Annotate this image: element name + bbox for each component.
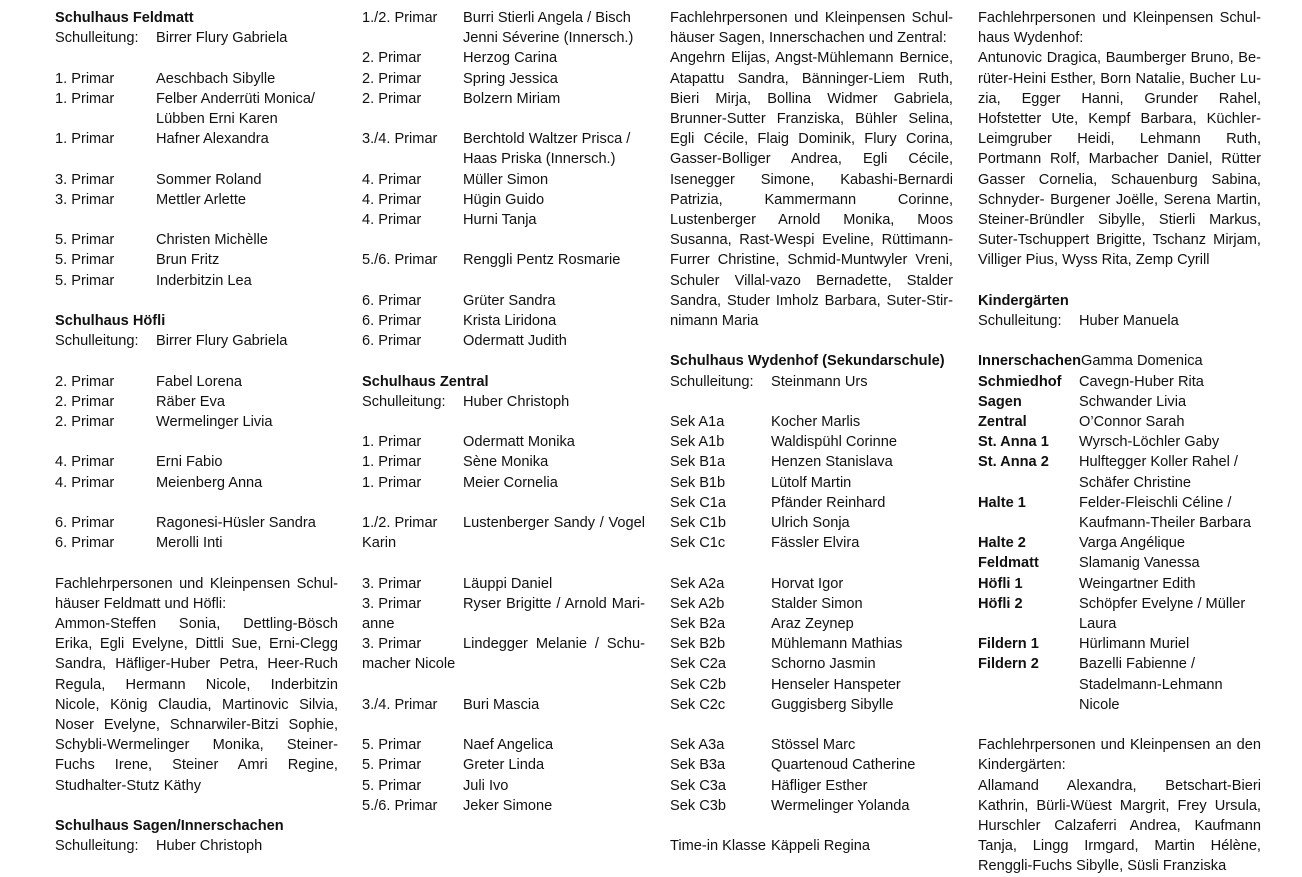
class-teacher-row (362, 776, 645, 796)
text-paragraph: Fachlehrpersonen und Kleinpensen an den Kindergärten: (978, 737, 1261, 774)
class-teacher-row (55, 271, 338, 291)
teacher-name: Meier Cornelia (463, 474, 558, 491)
class-teacher-row (55, 473, 338, 493)
class-teacher-row (55, 513, 338, 533)
kindergarten-label: St. Anna 1 (978, 434, 1049, 451)
teacher-name: Odermatt Judith (463, 333, 567, 350)
teacher-name: Fässler Elvira (771, 535, 860, 552)
class-teacher-row (362, 331, 645, 351)
kindergarten-label: Fildern 1 (978, 636, 1039, 653)
teacher-name: Jeker Simone (463, 797, 553, 814)
class-teacher-row (670, 372, 953, 392)
class-label: Sek C2b (670, 676, 726, 693)
class-teacher-row (55, 412, 338, 432)
class-label: 6. Primar (55, 514, 115, 531)
class-teacher-row (670, 452, 953, 472)
kindergarten-label: Höfli 2 (978, 595, 1023, 612)
teacher-name: Huber Christoph (463, 393, 570, 410)
class-teacher-row (362, 473, 645, 493)
class-label: Sek B2b (670, 636, 726, 653)
class-teacher-row (55, 533, 338, 553)
class-label: 4. Primar (362, 191, 422, 208)
spacer (55, 796, 338, 816)
class-label: 2. Primar (55, 373, 115, 390)
kindergarten-row (978, 634, 1261, 654)
class-teacher-row (55, 89, 338, 129)
class-label: Sek C3b (670, 797, 726, 814)
class-label: 5. Primar (362, 737, 422, 754)
kindergarten-label: St. Anna 2 (978, 454, 1049, 471)
teacher-name: Burri Stierli Angela / Bisch Jenni Séverine (Innersch.) (463, 10, 634, 47)
class-teacher-row (362, 695, 645, 715)
class-label: 5./6. Primar (362, 252, 438, 269)
class-teacher-row (362, 755, 645, 775)
spacer (362, 715, 645, 735)
class-teacher-row (670, 614, 953, 634)
teacher-name: Huber Christoph (156, 838, 263, 855)
teacher-name: Räber Eva (156, 393, 225, 410)
class-label: 4. Primar (362, 212, 422, 229)
section-heading: Schulhaus Zentral (362, 373, 489, 390)
teacher-name: Merolli Inti (156, 535, 223, 552)
teacher-name: Wermelinger Yolanda (771, 797, 910, 814)
teacher-name: Araz Zeynep (771, 616, 854, 633)
class-teacher-row (670, 473, 953, 493)
kindergarten-label: Feldmatt (978, 555, 1039, 572)
class-label: 3. Primar (362, 595, 422, 612)
class-label: 1./2. Primar (362, 514, 438, 531)
class-label: Schulleitung: (55, 30, 139, 47)
teacher-name: Schöpfer Evelyne / Müller Laura (1079, 595, 1246, 633)
class-teacher-row (362, 170, 645, 190)
class-label: Sek C3a (670, 777, 726, 794)
spacer (978, 331, 1261, 351)
teacher-name: Cavegn-Huber Rita (1079, 373, 1204, 390)
class-teacher-row (55, 230, 338, 250)
teacher-name: Inderbitzin Lea (156, 272, 252, 289)
class-label: 3. Primar (362, 575, 422, 592)
kindergarten-row (978, 351, 1261, 371)
class-teacher-row (670, 735, 953, 755)
teacher-name: Wermelinger Livia (156, 413, 273, 430)
text-paragraph: Fachlehrpersonen und Kleinpensen Schulhäuser Sagen, Innerschachen und Zentral: (670, 10, 953, 47)
class-label: 2. Primar (362, 90, 422, 107)
class-teacher-row (362, 392, 645, 412)
class-teacher-row (362, 634, 645, 674)
teacher-name: Varga Angélique (1079, 535, 1186, 552)
teacher-name: Kocher Marlis (771, 414, 861, 431)
kindergarten-label: Innerschachen (978, 353, 1082, 370)
teacher-name: Häfliger Esther (771, 777, 868, 794)
class-label: Sek B3a (670, 757, 726, 774)
spacer (55, 291, 338, 311)
class-label: Sek A1b (670, 434, 725, 451)
class-label: 3. Primar (362, 636, 422, 653)
class-teacher-row (670, 675, 953, 695)
spacer (55, 351, 338, 371)
spacer (55, 210, 338, 230)
kindergarten-row (978, 533, 1261, 553)
class-label: 1. Primar (362, 474, 422, 491)
teacher-name: Guggisberg Sibylle (771, 696, 894, 713)
spacer (362, 412, 645, 432)
teacher-name: Käppeli Regina (771, 838, 870, 855)
class-label: 3. Primar (55, 191, 115, 208)
spacer (362, 109, 645, 129)
teacher-name: Hafner Alexandra (156, 131, 269, 148)
kindergarten-row (978, 412, 1261, 432)
kindergarten-row (978, 392, 1261, 412)
class-teacher-row (362, 291, 645, 311)
teacher-name: Hürlimann Muriel (1079, 636, 1190, 653)
class-teacher-row (670, 755, 953, 775)
teacher-name: Ulrich Sonja (771, 515, 850, 532)
spacer (670, 331, 953, 351)
class-teacher-row (670, 836, 953, 856)
teacher-name: Ragonesi-Hüsler Sandra (156, 514, 316, 531)
teacher-name: Meienberg Anna (156, 474, 263, 491)
teacher-name: Lütolf Martin (771, 474, 852, 491)
teacher-name: Hurni Tanja (463, 212, 537, 229)
spacer (362, 675, 645, 695)
spacer (978, 715, 1261, 735)
text-paragraph: Antunovic Dragica, Baumberger Bruno, Berüter-Heini Esther, Born Natalie, Bucher Luzia, Egger Hanni, Grunder Rahel, Hofstetter Ute, Kempf Barbara, Küchler-Leimgruber Heidi, Lehmann Ruth, Portmann Rolf, Marbacher Daniel, Rütter Gasser Cornelia, Schauenburg Sabina, Schnyder- Burgener Joëlle, Serena Martin, Steiner-Bründler Sibylle, Stierli Markus, Suter-Tschuppert Brigitte, Tschanz Mirjam, Villiger Pius, Wyss Rita, Zemp Cyrill (978, 50, 1261, 269)
kindergarten-label: Halte 1 (978, 494, 1026, 511)
class-label: 1. Primar (55, 70, 115, 87)
teacher-name: Schwander Livia (1079, 393, 1187, 410)
teacher-name: Krista Liridona (463, 313, 557, 329)
class-teacher-row (362, 452, 645, 472)
text-paragraph: Fachlehrpersonen und Kleinpensen Schulhäuser Feldmatt und Höfli: (55, 575, 338, 612)
teacher-name: Mühlemann Mathias (771, 636, 903, 653)
class-label: 3. Primar (55, 171, 115, 188)
teacher-name: Hügin Guido (463, 191, 545, 208)
class-label: 2. Primar (362, 70, 422, 87)
class-teacher-row (362, 311, 645, 331)
class-teacher-row (670, 513, 953, 533)
class-label: Sek C1c (670, 535, 726, 552)
text-paragraph: Allamand Alexandra, Betschart-Bieri Kathrin, Bürli-Wüest Margrit, Frey Ursula, Hurschler Calzaferri Andrea, Kaufmann Tanja, Lingg Irmgard, Martin Hélène, Renggli-Fuchs Sibylle, Süsli Franziska (978, 777, 1261, 875)
class-teacher-row (362, 89, 645, 109)
teacher-name: Steinmann Urs (771, 373, 868, 390)
class-label: 1. Primar (362, 434, 422, 451)
teacher-name: Christen Michèlle (156, 232, 268, 249)
kindergarten-label: Höfli 1 (978, 575, 1023, 592)
teacher-name: Felber Anderrüti Monica/ Lübben Erni Karen (156, 90, 315, 127)
kindergarten-label: Zentral (978, 414, 1027, 431)
class-teacher-row (670, 654, 953, 674)
class-label: 6. Primar (362, 313, 422, 329)
class-teacher-row (978, 311, 1261, 331)
class-teacher-row (362, 129, 645, 169)
class-teacher-row (670, 695, 953, 715)
class-label: 2. Primar (55, 413, 115, 430)
teacher-name: Grüter Sandra (463, 292, 556, 309)
class-teacher-row (55, 392, 338, 412)
class-label: 5./6. Primar (362, 797, 438, 814)
column-4 (978, 8, 1261, 877)
class-teacher-row (670, 412, 953, 432)
teacher-name: Bazelli Fabienne / Stadelmann-Lehmann Nicole (1079, 656, 1223, 713)
teacher-name: Waldispühl Corinne (771, 434, 897, 451)
class-label: Sek A1a (670, 414, 725, 431)
teacher-name: Schorno Jasmin (771, 656, 876, 673)
column-3 (670, 8, 953, 856)
teacher-name: Brun Fritz (156, 252, 220, 269)
teacher-name: Birrer Flury Gabriela (156, 333, 288, 350)
text-paragraph: Angehrn Elijas, Angst-Mühlemann Bernice, Atapattu Sandra, Bänninger-Liem Ruth, Bieri Mirja, Bollina Widmer Gabriela, Brunner-Sutter Franziska, Bühler Selina, Egli Cécile, Flaig Dominik, Flury Corina, Gasser-Bolliger Andrea, Egli Cécile, Isenegger Simone, Kabashi-Bernardi Patrizia, Kammermann Corinne, Lustenberger Arnold Monika, Moos Susanna, Rast-Wespi Eveline, Rüttimann-Furrer Christine, Schmid-Muntwyler Vreni, Schuler Villal-vazo Bernadette, Stalder Sandra, Studer Imholz Barbara, Suter-Stirnimann Maria (670, 50, 953, 330)
kindergarten-label: Fildern 2 (978, 656, 1039, 673)
class-teacher-row (55, 170, 338, 190)
class-label: Sek B1b (670, 474, 726, 491)
class-label: 2. Primar (55, 393, 115, 410)
kindergarten-row (978, 654, 1261, 715)
class-teacher-row (55, 129, 338, 149)
class-teacher-row (55, 190, 338, 210)
class-teacher-row (362, 8, 645, 48)
teacher-name: O’Connor Sarah (1079, 414, 1185, 431)
class-label: Sek A3a (670, 737, 725, 754)
teacher-name: Gamma Domenica (1081, 353, 1203, 370)
class-label: 4. Primar (55, 474, 115, 491)
teacher-name: Erni Fabio (156, 454, 223, 471)
column-2 (362, 8, 645, 816)
teacher-name: Wyrsch-Löchler Gaby (1079, 434, 1220, 451)
class-label: 1./2. Primar (362, 10, 438, 26)
section-heading: Schulhaus Höfli (55, 312, 166, 329)
teacher-name: Mettler Arlette (156, 191, 247, 208)
spacer (670, 553, 953, 573)
class-teacher-row (362, 190, 645, 210)
class-teacher-row (55, 372, 338, 392)
kindergarten-row (978, 594, 1261, 634)
spacer (362, 271, 645, 291)
column-1 (55, 8, 338, 856)
teacher-name: Quartenoud Catherine (771, 757, 916, 774)
kindergarten-row (978, 553, 1261, 573)
teacher-name: Lindegger Melanie / Schumacher Nicole (362, 636, 645, 673)
class-label: 1. Primar (55, 131, 115, 148)
class-teacher-row (362, 210, 645, 230)
class-teacher-row (670, 634, 953, 654)
spacer (362, 493, 645, 513)
spacer (55, 149, 338, 169)
class-teacher-row (362, 594, 645, 634)
class-label: 6. Primar (55, 535, 115, 552)
class-teacher-row (55, 250, 338, 270)
section-heading: Schulhaus Sagen/Innerschachen (55, 817, 284, 834)
class-teacher-row (362, 735, 645, 755)
teacher-name: Buri Mascia (463, 696, 540, 713)
class-teacher-row (55, 836, 338, 856)
class-label: Schulleitung: (362, 393, 446, 410)
spacer (362, 230, 645, 250)
section-heading: Kindergärten (978, 292, 1069, 309)
class-teacher-row (55, 452, 338, 472)
spacer (55, 48, 338, 68)
teacher-name: Henzen Stanislava (771, 454, 893, 471)
class-label: 5. Primar (362, 757, 422, 774)
class-label: Schulleitung: (670, 373, 754, 390)
teacher-name: Bolzern Miriam (463, 90, 561, 107)
teacher-name: Horvat Igor (771, 575, 844, 592)
kindergarten-label: Sagen (978, 393, 1022, 410)
spacer (670, 816, 953, 836)
class-teacher-row (670, 432, 953, 452)
class-teacher-row (670, 574, 953, 594)
spacer (670, 715, 953, 735)
teacher-name: Birrer Flury Gabriela (156, 30, 288, 47)
text-paragraph: Ammon-Steffen Sonia, Dettling-Bösch Erika, Egli Evelyne, Dittli Sue, Erni-Clegg Sandra, Häfliger-Huber Petra, Heer-Ruch Regula, Hermann Nicole, Inderbitzin Nicole, König Claudia, Martinovic Silvia, Noser Evelyne, Schnarwiler-Bitzi Sophie, Schybli-Wermelinger Monika, Steiner-Fuchs Irene, Steiner Amri Regine, Studhalter-Stutz Käthy (55, 615, 338, 794)
spacer (55, 493, 338, 513)
class-label: Sek C1a (670, 494, 726, 511)
class-label: Sek A2a (670, 575, 725, 592)
teacher-name: Pfänder Reinhard (771, 494, 886, 511)
teacher-name: Sène Monika (463, 454, 549, 471)
class-teacher-row (55, 28, 338, 48)
teacher-name: Naef Angelica (463, 737, 554, 754)
teacher-name: Hulftegger Koller Rahel / Schäfer Christine (1079, 454, 1238, 491)
class-teacher-row (55, 331, 338, 351)
class-label: 1. Primar (362, 454, 422, 471)
spacer (670, 392, 953, 412)
teacher-name: Slamanig Vanessa (1079, 555, 1200, 572)
class-teacher-row (362, 796, 645, 816)
class-label: 1. Primar (55, 90, 115, 107)
teacher-name: Greter Linda (463, 757, 545, 774)
class-teacher-row (670, 533, 953, 553)
section-heading: Schulhaus Wydenhof (Sekundarschule) (670, 353, 945, 370)
class-label: Sek A2b (670, 595, 725, 612)
teacher-name: Stössel Marc (771, 737, 856, 754)
class-label: Schulleitung: (55, 838, 139, 855)
class-teacher-row (362, 513, 645, 553)
class-teacher-row (55, 69, 338, 89)
class-label: 5. Primar (55, 232, 115, 249)
class-teacher-row (362, 48, 645, 68)
teacher-name: Aeschbach Sibylle (156, 70, 276, 87)
class-label: Schulleitung: (978, 313, 1062, 330)
kindergarten-row (978, 452, 1261, 492)
class-teacher-row (670, 776, 953, 796)
teacher-name: Berchtold Waltzer Prisca / Haas Priska (Innersch.) (463, 131, 631, 168)
class-teacher-row (362, 69, 645, 89)
class-label: 5. Primar (362, 777, 422, 794)
spacer (55, 432, 338, 452)
teacher-name: Läuppi Daniel (463, 575, 553, 592)
teacher-name: Weingartner Edith (1079, 575, 1196, 592)
kindergarten-row (978, 372, 1261, 392)
class-teacher-row (362, 250, 645, 270)
text-paragraph: Fachlehrpersonen und Kleinpensen Schulhaus Wydenhof: (978, 10, 1261, 47)
teacher-name: Stalder Simon (771, 595, 863, 612)
class-label: 2. Primar (362, 50, 422, 67)
teacher-name: Odermatt Monika (463, 434, 575, 451)
class-label: Sek C1b (670, 515, 726, 532)
kindergarten-row (978, 574, 1261, 594)
teacher-name: Lustenberger Sandy / Vogel Karin (362, 514, 645, 552)
teacher-name: Felder-Fleischli Céline / Kaufmann-Theiler Barbara (1079, 494, 1251, 532)
teacher-name: Ryser Brigitte / Arnold Marianne (362, 595, 645, 632)
section-heading: Schulhaus Feldmatt (55, 10, 194, 26)
class-teacher-row (670, 594, 953, 614)
teacher-name: Juli Ivo (463, 777, 509, 794)
teacher-name: Herzog Carina (463, 50, 558, 67)
class-label: 6. Primar (362, 292, 422, 309)
spacer (55, 553, 338, 573)
teacher-name: Sommer Roland (156, 171, 262, 188)
class-teacher-row (670, 796, 953, 816)
class-label: Sek B2a (670, 616, 726, 633)
teacher-name: Spring Jessica (463, 70, 558, 87)
teacher-name: Müller Simon (463, 171, 549, 188)
class-label: 5. Primar (55, 272, 115, 289)
class-label: 4. Primar (55, 454, 115, 471)
spacer (362, 553, 645, 573)
class-label: Time-in Klasse (670, 838, 766, 855)
spacer (978, 271, 1261, 291)
teacher-name: Fabel Lorena (156, 373, 243, 390)
spacer (362, 351, 645, 371)
class-label: Sek C2a (670, 656, 726, 673)
teacher-name: Henseler Hanspeter (771, 676, 901, 693)
class-label: Sek B1a (670, 454, 726, 471)
class-label: Sek C2c (670, 696, 726, 713)
class-teacher-row (362, 432, 645, 452)
class-label: Schulleitung: (55, 333, 139, 350)
kindergarten-label: Schmiedhof (978, 373, 1062, 390)
class-label: 6. Primar (362, 333, 422, 350)
teacher-name: Renggli Pentz Rosmarie (463, 252, 621, 269)
class-label: 3./4. Primar (362, 131, 438, 148)
kindergarten-row (978, 493, 1261, 533)
class-label: 5. Primar (55, 252, 115, 269)
class-teacher-row (362, 574, 645, 594)
teacher-name: Huber Manuela (1079, 313, 1179, 330)
class-label: 3./4. Primar (362, 696, 438, 713)
kindergarten-row (978, 432, 1261, 452)
class-label: 4. Primar (362, 171, 422, 188)
kindergarten-label: Halte 2 (978, 535, 1026, 552)
class-teacher-row (670, 493, 953, 513)
